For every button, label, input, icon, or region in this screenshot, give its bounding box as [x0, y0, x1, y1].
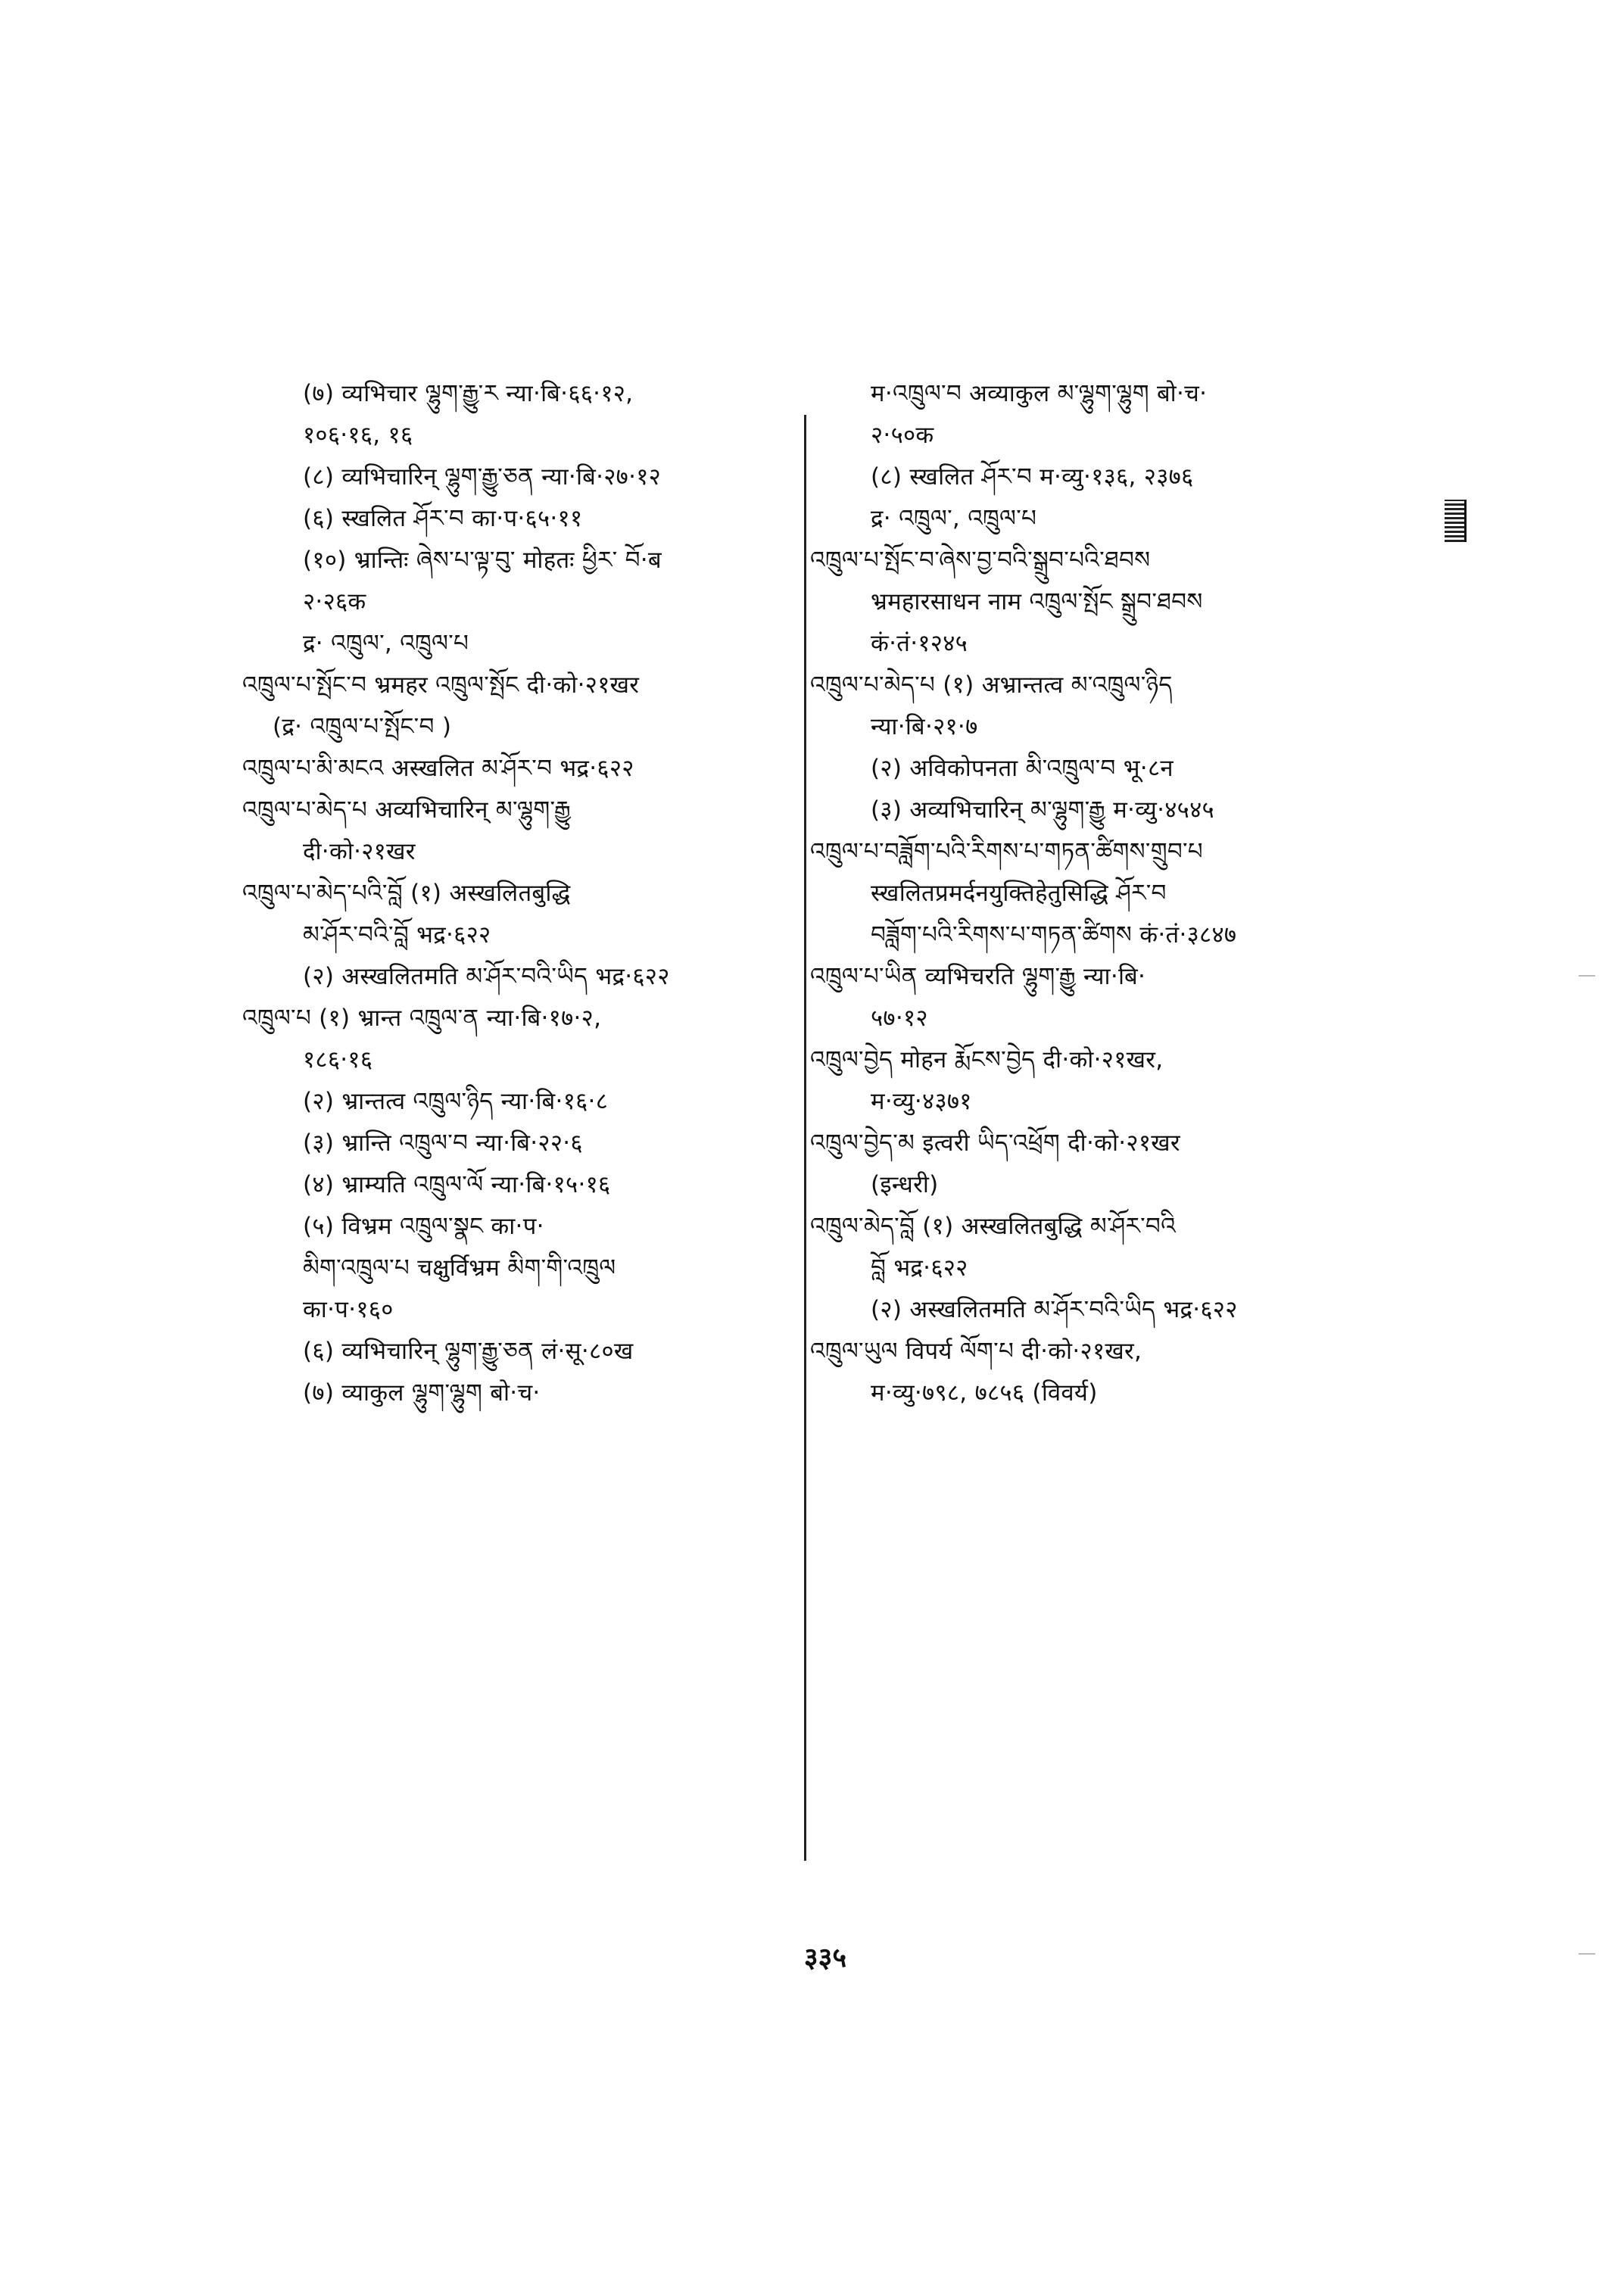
entry-line: (२) अविकोपनता མི་འཁྲུལ་བ भू·८न — [871, 755, 1174, 782]
entry-line: स्खलितप्रमर्दनयुक्तिहेतुसिद्धि ཤོར་བ — [871, 880, 1167, 907]
entry-line: (२) अस्खलितमति མ་ཤོར་བའི་ཡིད भद्र·६२२ — [871, 1296, 1238, 1323]
entry-line: (६) स्खलित ཤོར་བ का·प·६५·११ — [303, 505, 583, 532]
entry-line: འཁྲུལ་པ་སྤོང་བ भ्रमहर འཁྲུལ་སྤོང दी·को·२१खर — [242, 671, 640, 699]
entry-line: མིག་འཁྲུལ་པ चक्षुर्विभ्रम མིག་གི་འཁྲུལ — [303, 1254, 616, 1282]
entry-line: བཟློག་པའི་རིགས་པ་གཏན་ཚིགས कं·तं·३८४७ — [871, 921, 1237, 949]
entry-line: (६) व्यभिचारिन् ལྷུག་རྒྱུ་ཅན लं·सू·८०ख — [303, 1338, 634, 1365]
entry-line: (७) व्यभिचार ལྷུག་རྒྱུ་ར न्या·बि·६६·१२, — [303, 380, 634, 407]
entry-line: འཁྲུལ་བྱེད་མ इत्वरी ཡིད་འཕྲོག दी·को·२१खर — [810, 1129, 1180, 1157]
entry-line: (इन्धरी) — [871, 1171, 939, 1198]
entry-line: འཁྲུལ་མེད་བློ (१) अस्खलितबुद्धि མ་ཤོར་བའི — [810, 1213, 1176, 1240]
edge-tick-mark — [1579, 1953, 1595, 1955]
entry-line: ५७·१२ — [871, 1005, 928, 1032]
edge-tick-mark — [1579, 975, 1595, 977]
entry-line: འཁྲུལ་པ་མི་མངའ अस्खलित མ་ཤོར་བ भद्र·६२२ — [242, 755, 634, 782]
page-number: ३३५ — [803, 1943, 847, 1974]
entry-line: (४) भ्राम्यति འཁྲུལ་ལོ न्या·बि·१५·१६ — [303, 1171, 611, 1198]
margin-tab-mark — [1445, 500, 1467, 542]
entry-line: འཁྲུལ་པ་མེད་པ (१) अभ्रान्तत्व མ་འཁྲུལ་ཉིད — [810, 671, 1173, 699]
entry-line: འཁྲུལ་པ་སྤོང་བ་ཞེས་བྱ་བའི་སྒྲུབ་པའི་ཐབས — [810, 547, 1151, 574]
entry-line: འཁྲུལ་བྱེད मोहन རྨོངས་བྱེད दी·को·२१खर, — [810, 1046, 1164, 1073]
entry-line: མ་ཤོར་བའི་བློ भद्र·६२२ — [303, 921, 491, 949]
entry-line: दी·को·२१खर — [303, 838, 416, 865]
entry-line: द्र· འཁྲུལ་, འཁྲུལ་པ — [871, 505, 1037, 532]
entry-line: कं·तं·१२४५ — [871, 630, 968, 657]
entry-line: (२) भ्रान्तत्व འཁྲུལ་ཉིད न्या·बि·१६·८ — [303, 1088, 609, 1115]
entry-line: १०६·१६, १६ — [303, 422, 413, 449]
entry-line: འཁྲུལ་པ་ཡིན व्यभिचरति ལྷུག་རྒྱུ न्या·बि· — [810, 963, 1146, 990]
entry-line: (३) अव्यभिचारिन् མ་ལྷུག་རྒྱུ म·व्यु·४५४५ — [871, 796, 1214, 824]
entry-line: འཁྲུལ་པ་མེད་པའི་བློ (१) अस्खलितबुद्धि — [242, 880, 571, 907]
entry-line: भ्रमहारसाधन नाम འཁྲུལ་སྤོང སྒྲུབ་ཐབས — [871, 588, 1203, 615]
entry-line: १८६·१६ — [303, 1046, 373, 1073]
entry-line: २·५०क — [871, 422, 934, 449]
entry-line: २·२६क — [303, 588, 366, 615]
entry-line: म·व्यु·७९८, ७८५६ (विवर्य) — [871, 1379, 1098, 1407]
entry-line: (८) व्यभिचारिन् ལྷུག་རྒྱུ་ཅན न्या·बि·२७·१२ — [303, 463, 662, 491]
entry-line: (८) स्खलित ཤོར་བ म·व्यु·१३६, २३७६ — [871, 463, 1194, 491]
entry-line: (२) अस्खलितमति མ་ཤོར་བའི་ཡིད भद्र·६२२ — [303, 963, 670, 990]
entry-line: འཁྲུལ་པ (१) भ्रान्त འཁྲུལ་ན न्या·बि·१७·२, — [242, 1005, 602, 1032]
entry-line: (७) व्याकुल ལྷུག་ལྷུག बो·च· — [303, 1379, 541, 1407]
entry-line: འཁྲུལ་ཡུལ विपर्य ལོག་པ दी·को·२१खर, — [810, 1338, 1142, 1365]
entry-line: (द्र· འཁྲུལ་པ་སྤོང་བ ) — [273, 713, 452, 740]
entry-line: (३) भ्रान्ति འཁྲུལ་བ न्या·बि·२२·६ — [303, 1129, 583, 1157]
entry-line: (१०) भ्रान्तिः ཞེས་པ་ལྟ་བུ་ मोहतः ཕྱིར་ བོ·ब — [303, 547, 662, 574]
entry-line: (५) विभ्रम འཁྲུལ་སྣང का·प· — [303, 1213, 544, 1240]
entry-line: का·प·१६० — [303, 1296, 394, 1323]
entry-line: द्र· འཁྲུལ་, འཁྲུལ་པ — [303, 630, 469, 657]
entry-line: བློ भद्र·६२२ — [871, 1254, 968, 1282]
entry-line: म·व्यु·४३७१ — [871, 1088, 972, 1115]
entry-line: འཁྲུལ་པ་མེད་པ अव्यभिचारिन् མ་ལྷུག་རྒྱུ — [242, 796, 571, 824]
column-divider — [804, 415, 806, 1861]
entry-line: न्या·बि·२१·७ — [871, 713, 978, 740]
entry-line: म·འཁྲུལ་བ अव्याकुल མ་ལྷུག་ལྷུག बो·च· — [871, 380, 1208, 407]
entry-line: འཁྲུལ་པ་བཟློག་པའི་རིགས་པ་གཏན་ཚིགས་གྲུབ་པ — [810, 838, 1203, 865]
